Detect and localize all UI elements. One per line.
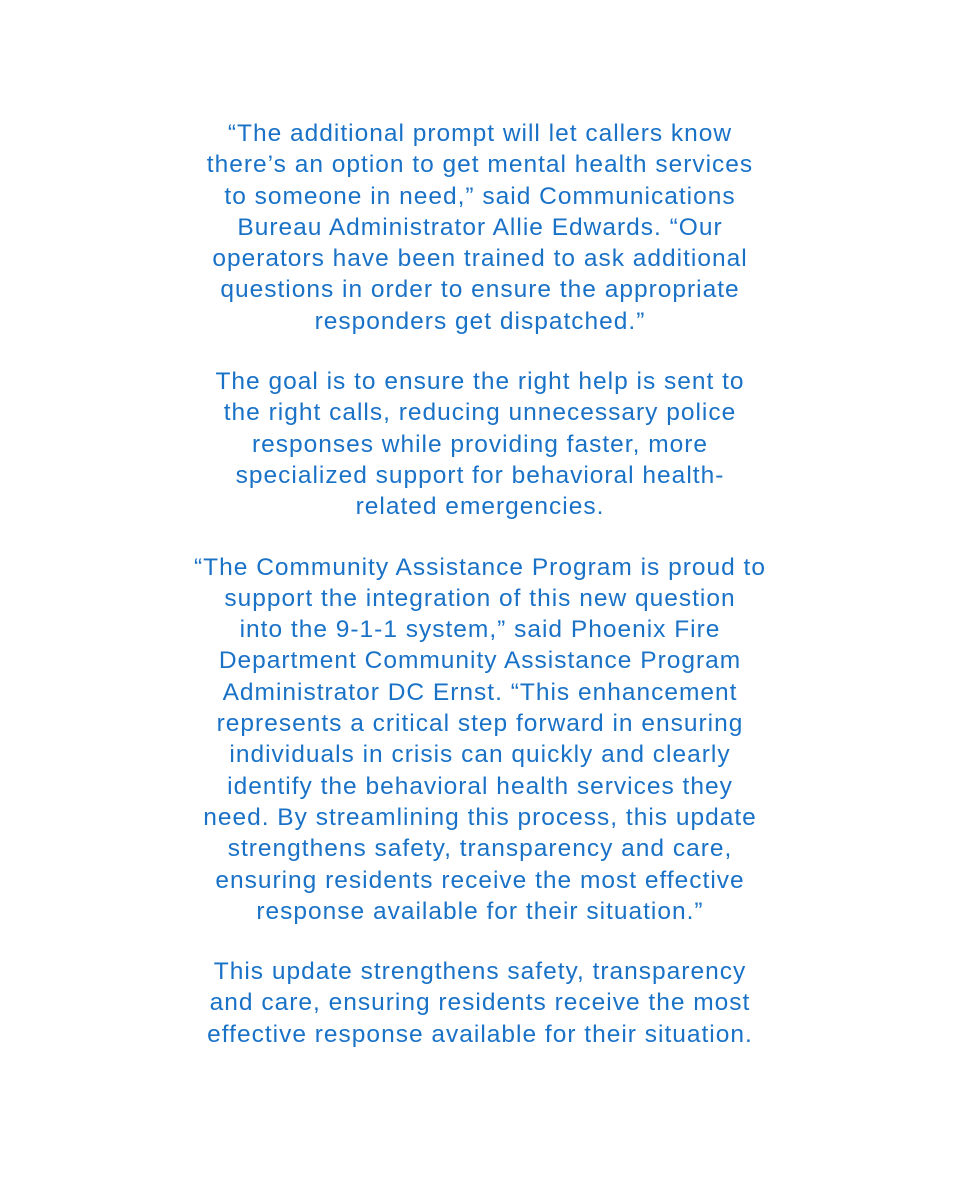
- text-line: questions in order to ensure the appropriate: [220, 276, 740, 304]
- text-line: the right calls, reducing unnecessary police: [223, 399, 737, 427]
- text-line: there’s an option to get mental health services: [206, 151, 754, 179]
- paragraph-quote-edwards: [0, 118, 960, 337]
- text-line: effective response available for their situation.: [207, 1020, 753, 1048]
- text-line: represents a critical step forward in ensuring: [216, 710, 744, 738]
- text-line: to someone in need,” said Communications: [224, 182, 736, 210]
- text-line: into the 9-1-1 system,” said Phoenix Fire: [239, 616, 721, 644]
- document-body: [0, 118, 960, 1079]
- paragraph-quote-ernst: [0, 552, 960, 928]
- text-line: “The Community Assistance Program is proud to: [194, 553, 766, 581]
- text-line: support the integration of this new question: [224, 584, 736, 612]
- text-line: Administrator DC Ernst. “This enhancement: [222, 678, 738, 706]
- text-line: responses while providing faster, more: [251, 430, 709, 458]
- text-line: related emergencies.: [355, 493, 605, 521]
- paragraph-summary: [0, 956, 960, 1050]
- text-line: responders get dispatched.”: [314, 307, 646, 335]
- text-line: This update strengthens safety, transparency: [213, 958, 747, 986]
- text-line: ensuring residents receive the most effective: [215, 866, 745, 894]
- text-line: The goal is to ensure the right help is sent to: [215, 368, 745, 396]
- text-line: specialized support for behavioral health-: [235, 461, 725, 489]
- text-line: Bureau Administrator Allie Edwards. “Our: [237, 213, 723, 241]
- text-line: strengthens safety, transparency and care,: [227, 835, 733, 863]
- paragraph-goal: [0, 366, 960, 522]
- text-line: individuals in crisis can quickly and clearly: [229, 741, 731, 769]
- text-line: “The additional prompt will let callers know: [227, 120, 733, 147]
- text-line: need. By streamlining this process, this update: [203, 803, 757, 831]
- text-line: response available for their situation.”: [256, 897, 704, 925]
- text-line: and care, ensuring residents receive the most: [209, 989, 751, 1017]
- text-line: identify the behavioral health services they: [227, 772, 733, 800]
- text-line: Department Community Assistance Program: [218, 647, 742, 675]
- text-line: operators have been trained to ask additional: [212, 245, 748, 273]
